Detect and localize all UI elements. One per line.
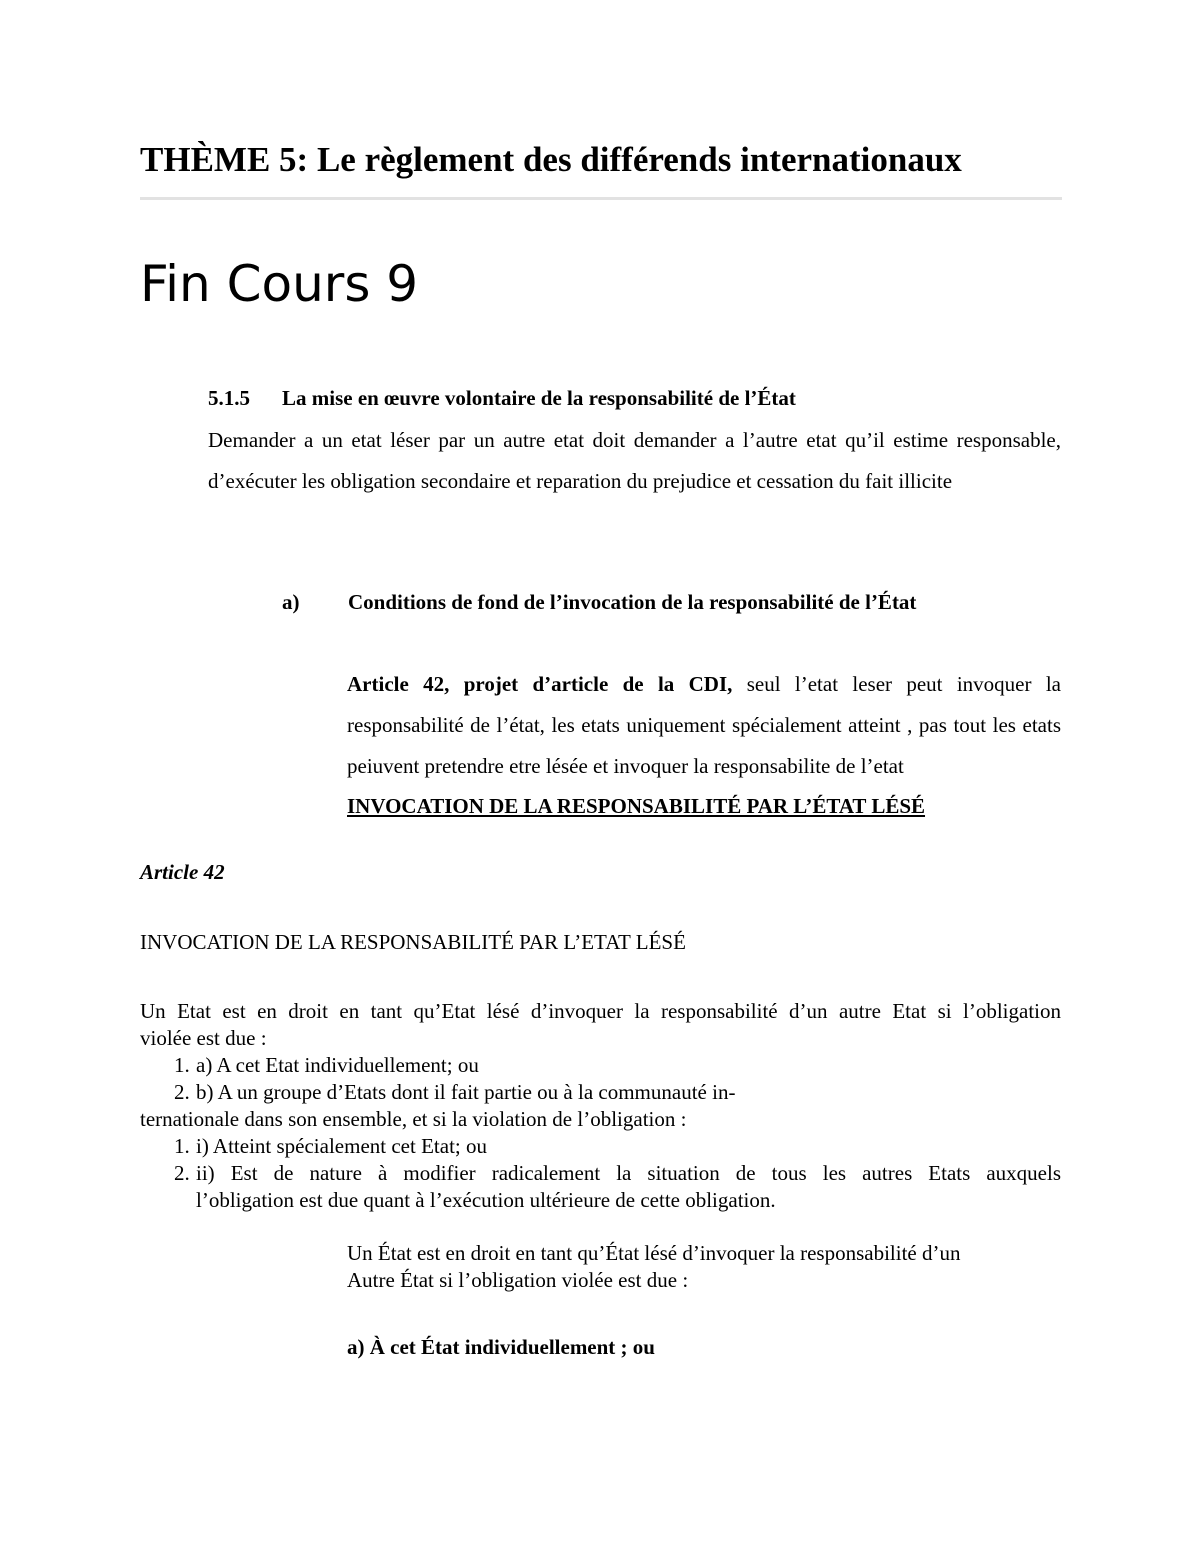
list-text: b) A un groupe d’Etats dont il fait partie ou à la communauté in-	[196, 1080, 736, 1104]
article-label: Article 42	[140, 860, 225, 884]
list-number: 2.	[174, 1080, 190, 1104]
article-heading: INVOCATION DE LA RESPONSABILITÉ PAR L’ETAT LÉSÉ	[140, 930, 686, 954]
article-reference-text: seul l’etat leser peut invoquer la responsabilité de l’état, les etats uniquement spécialement atteint , pas tout les etats peiuvent pretendre etre lésée et invoquer la responsabilite de l’etat	[347, 672, 1061, 778]
section-number: 5.1.5	[208, 386, 250, 410]
theme-title: THÈME 5: Le règlement des différends internationaux	[140, 140, 962, 179]
list-text: ii) Est de nature à modifier radicalement la situation de tous les autres Etats auxquels	[196, 1161, 1061, 1185]
list-text: i) Atteint spécialement cet Etat; ou	[196, 1134, 487, 1158]
subsection-title: Conditions de fond de l’invocation de la responsabilité de l’État	[348, 590, 917, 614]
quote-line: Autre État si l’obligation violée est due :	[347, 1268, 689, 1292]
section-paragraph: Demander a un etat léser par un autre etat doit demander a l’autre etat qu’il estime responsable, d’exécuter les obligation secondaire et reparation du prejudice et cessation du fait illicite	[208, 428, 1061, 493]
list-number: 1.	[174, 1053, 190, 1077]
quote-paragraph	[347, 1240, 1061, 1294]
article-continuation: ternationale dans son ensemble, et si la violation de l’obligation :	[140, 1107, 687, 1131]
underlined-heading: INVOCATION DE LA RESPONSABILITÉ PAR L’ÉTAT LÉSÉ	[347, 794, 926, 818]
section-title: La mise en œuvre volontaire de la responsabilité de l’État	[282, 386, 796, 410]
list-text: l’obligation est due quant à l’exécution ultérieure de cette obligation.	[196, 1188, 776, 1212]
list-item	[140, 1160, 1061, 1214]
article-reference-bold: Article 42, projet d’article de la CDI,	[347, 672, 733, 696]
article-intro-line: Un Etat est en droit en tant qu’Etat lésé d’invoquer la responsabilité d’un autre Etat si l’obligation	[140, 999, 1061, 1023]
quote-item-a: a) À cet État individuellement ; ou	[347, 1335, 655, 1359]
list-number: 1.	[174, 1134, 190, 1158]
title-divider	[140, 197, 1062, 200]
quote-line: Un État est en droit en tant qu’État lésé d’invoquer la responsabilité d’un	[347, 1241, 961, 1265]
article-reference-paragraph	[347, 664, 1061, 787]
list-text: a) A cet Etat individuellement; ou	[196, 1053, 479, 1077]
article-intro-line: violée est due :	[140, 1026, 267, 1050]
list-number: 2.	[174, 1161, 190, 1185]
subsection-label: a)	[282, 590, 300, 614]
list-item	[140, 1079, 1061, 1106]
course-title: Fin Cours 9	[140, 255, 419, 313]
list-item	[140, 1133, 1061, 1160]
article-body	[140, 998, 1061, 1214]
list-item	[140, 1052, 1061, 1079]
